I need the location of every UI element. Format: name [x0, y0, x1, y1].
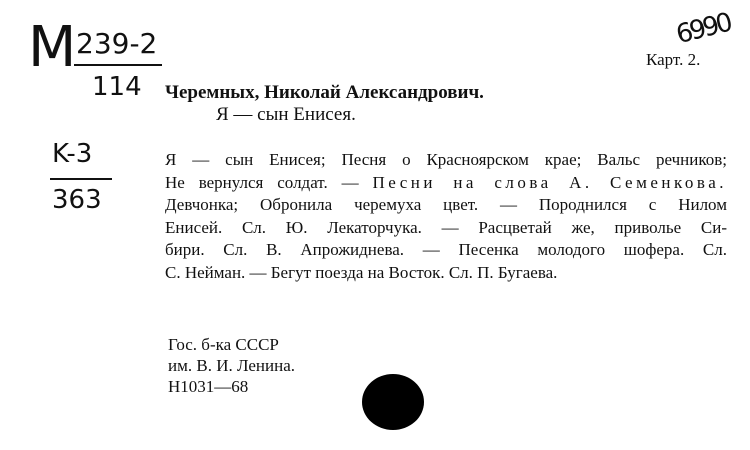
library-line: Н1031—68 — [168, 377, 249, 396]
classmark-divider — [50, 178, 112, 180]
contents-note — [165, 149, 727, 284]
shelfmark-numerator: 239-2 — [76, 27, 158, 60]
author-heading: Черемных, Николай Александрович. — [165, 82, 484, 103]
library-line: им. В. И. Ленина. — [168, 356, 296, 375]
contents-line: Девчонка; Обронила черемуха цвет. — Породнился с Нилом — [165, 195, 727, 214]
contents-line: Я — сын Енисея; Песня о Красноярском крае; Вальс речников; — [165, 150, 727, 169]
punch-hole — [362, 374, 424, 430]
work-title: Я — сын Енисея. — [216, 104, 356, 125]
contents-line-part: Не вернулся солдат. — — [165, 172, 373, 192]
card-number: Карт. 2. — [646, 50, 701, 69]
classmark-top: K-3 — [52, 139, 93, 169]
contents-line-spaced: Песни на слова А. Семенкова. — [372, 172, 727, 192]
classmark-bottom: 363 — [52, 185, 102, 215]
library-line: Гос. б-ка СССР — [168, 335, 279, 354]
contents-line: С. Нейман. — Бегут поезда на Восток. Сл. П. Бугаева. — [165, 262, 558, 282]
library-imprint — [168, 334, 295, 397]
shelfmark-divider — [74, 64, 162, 66]
corner-handwritten-mark: 6990 — [673, 7, 733, 51]
shelfmark-denominator: 114 — [92, 72, 142, 102]
contents-line: бири. Сл. В. Апрожиднева. — Песенка молодого шофера. Сл. — [165, 240, 727, 259]
contents-line: Енисей. Сл. Ю. Лекаторчука. — Расцветай же, приволье Си- — [165, 217, 727, 237]
shelfmark-letter: M — [28, 15, 75, 80]
contents-line — [165, 172, 727, 195]
